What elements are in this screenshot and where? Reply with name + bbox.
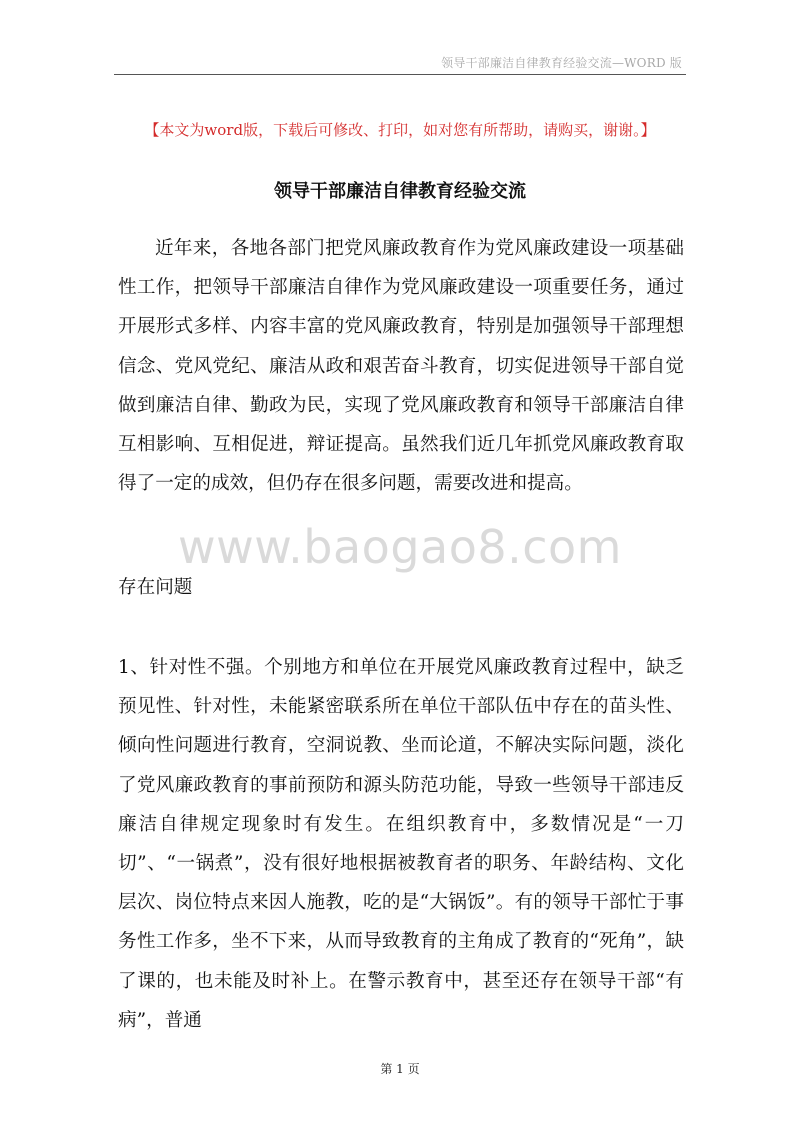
document-title: 领导干部廉洁自律教育经验交流 [274,181,526,202]
header-divider [114,74,686,75]
watermark: www.baogao8.com [178,520,622,574]
download-notice: 【本文为word版，下载后可修改、打印，如对您有所帮助，请购买，谢谢。】 [144,121,656,139]
running-header: 领导干部廉洁自律教育经验交流—WORD 版 [441,56,682,70]
page-number: 第 1 页 [380,1062,420,1076]
section-heading: 存在问题 [118,577,193,598]
body-paragraph-intro: 近年来，各地各部门把党风廉政教育作为党风廉政建设一项基础性工作，把领导干部廉洁自律作为党风廉政建设一项重要任务，通过开展形式多样、内容丰富的党风廉政教育，特别是加强领导干部理想信念、党风党纪、廉洁从政和艰苦奋斗教育，切实促进领导干部自觉做到廉洁自律、勤政为民，实现了党风廉政教育和领导干部廉洁自律互相影响、互相促进，辩证提高。虽然我们近几年抓党风廉政教育取得了一定的成效，但仍存在很多问题，需要改进和提高。 [118,238,684,495]
body-paragraph-problem-1: 1、针对性不强。个别地方和单位在开展党风廉政教育过程中，缺乏预见性、针对性，未能紧密联系所在单位干部队伍中存在的苗头性、倾向性问题进行教育，空洞说教、坐而论道，不解决实际问题，淡化了党风廉政教育的事前预防和源头防范功能，导致一些领导干部违反廉洁自律规定现象时有发生。在组织教育中，多数情况是“一刀切”、“一锅煮”，没有很好地根据被教育者的职务、年龄结构、文化层次、岗位特点来因人施教，吃的是“大锅饭”。有的领导干部忙于事务性工作多，坐不下来，从而导致教育的主角成了教育的“死角”，缺了课的，也未能及时补上。在警示教育中，甚至还存在领导干部“有病”，普通 [118,657,684,1031]
